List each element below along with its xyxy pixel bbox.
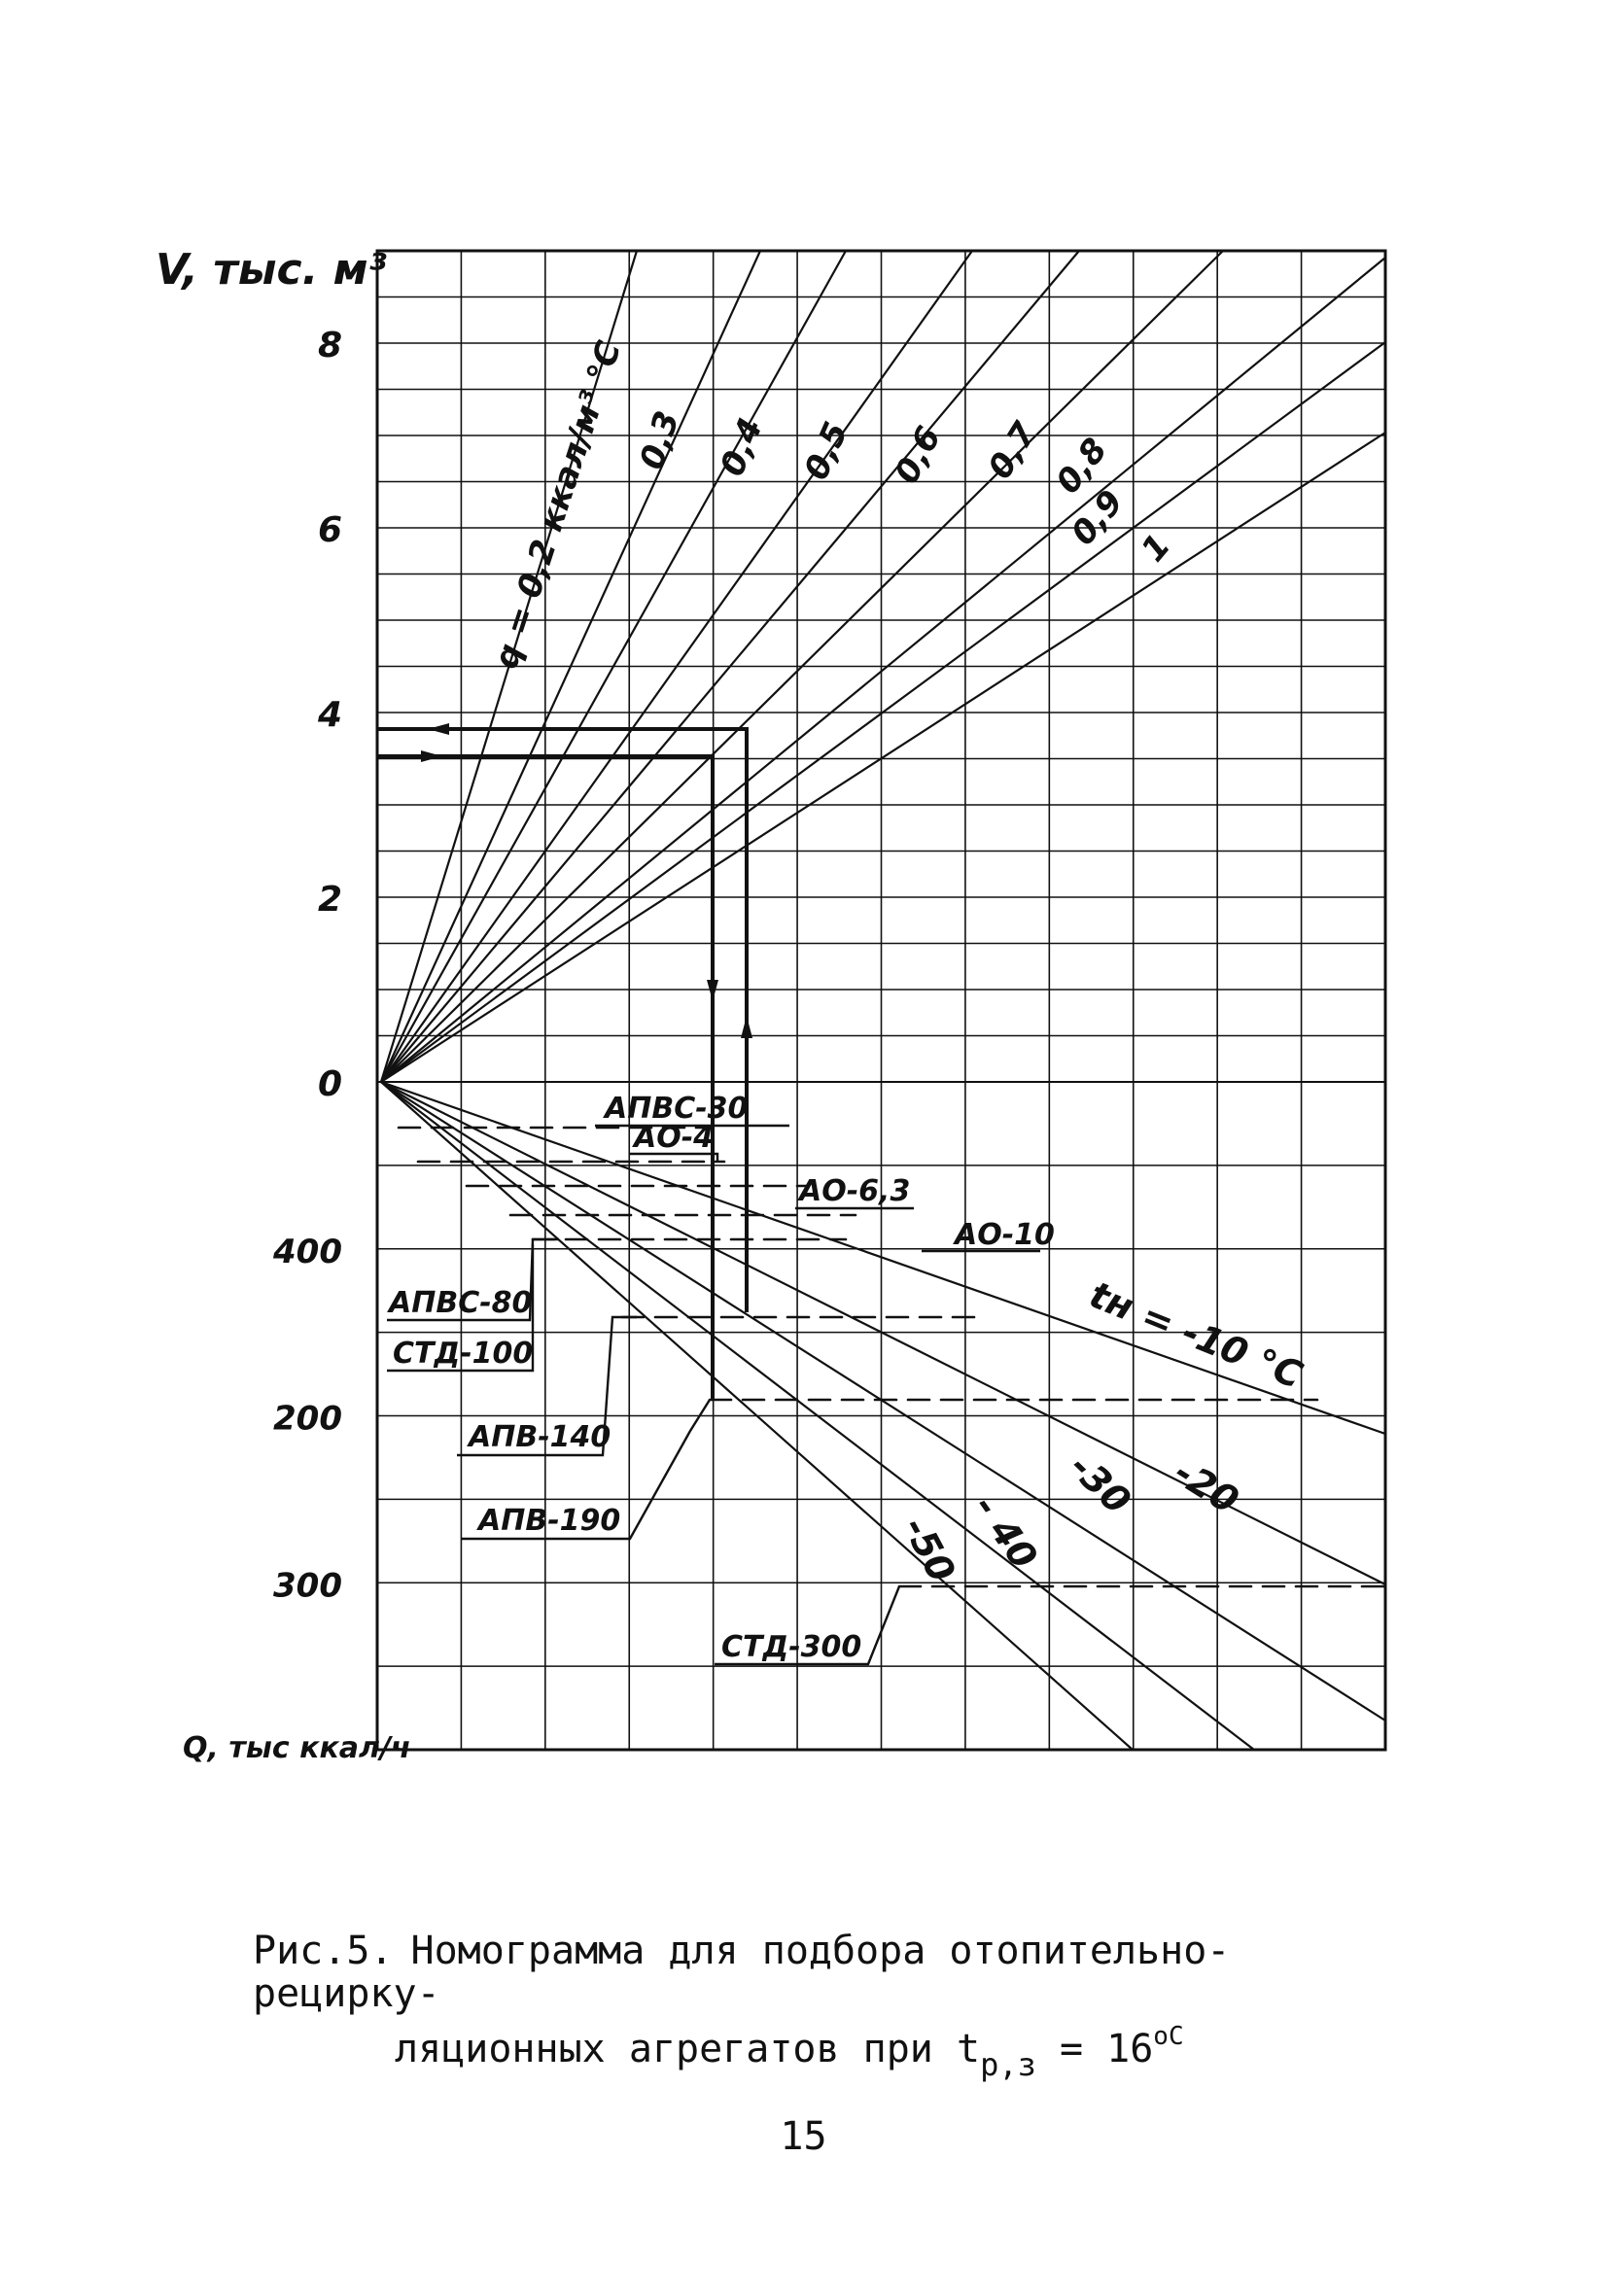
unit-label: АПВС-30 <box>605 1092 749 1126</box>
caption-line2-wrap <box>253 2015 1400 2086</box>
v-tick-label: 8 <box>317 326 342 365</box>
q-line-label: 0,3 <box>632 406 688 474</box>
v-tick-label: 6 <box>317 510 342 550</box>
temp-line-label: -50 <box>894 1510 964 1589</box>
page-number: 15 <box>780 2114 827 2159</box>
arrow-left <box>428 723 449 735</box>
unit-label: АПВ-190 <box>478 1504 621 1538</box>
v-tick-label: 2 <box>317 880 342 920</box>
q-line-0.8 <box>381 258 1385 1082</box>
q-line-label: 0,9 <box>1064 482 1132 553</box>
caption-equals: = 16 <box>1059 2027 1154 2071</box>
ylabel-top: V, тыс. м³ <box>156 245 387 295</box>
q-tick-label: 400 <box>273 1232 342 1271</box>
q-tick-label: 300 <box>273 1566 342 1606</box>
q-line-label: q = 0,2 ккал/м³ °С <box>486 336 630 674</box>
unit-label: АО-4 <box>634 1121 715 1155</box>
unit-label: АО-10 <box>955 1218 1055 1252</box>
figure-caption <box>253 1930 1400 2086</box>
caption-line1: Номограмма для подбора отопительно-рециркy- <box>253 1929 1231 2016</box>
caption-line2: ляционных агрегатов при <box>395 2027 933 2071</box>
v-tick-label: 0 <box>317 1064 342 1104</box>
arrow-down <box>707 980 718 1001</box>
q-line-label: 1 <box>1134 526 1179 570</box>
q-tick-label: 200 <box>273 1399 342 1439</box>
ylabel-bottom: Q, тыс ккал/ч <box>183 1731 411 1765</box>
temp-line-label: -20 <box>1167 1450 1246 1523</box>
temp-line-label: - 40 <box>964 1486 1046 1578</box>
unit-label: АО-6,3 <box>799 1174 911 1208</box>
caption-deg: оС <box>1153 2022 1184 2051</box>
q-line-label: 0,5 <box>796 416 856 486</box>
unit-label: АПВ-140 <box>469 1420 611 1454</box>
temp-line-label: -30 <box>1061 1444 1139 1523</box>
q-line-label: 0,4 <box>713 412 771 482</box>
caption-prefix: Рис.5. <box>253 1929 394 1973</box>
unit-label: СТД-300 <box>721 1630 862 1664</box>
q-line-label: 0,8 <box>1048 431 1116 502</box>
caption-t-sub: р,з <box>980 2046 1036 2083</box>
unit-label: СТД-100 <box>393 1337 534 1371</box>
arrow-up <box>741 1016 752 1038</box>
q-line-label: 0,6 <box>887 420 950 491</box>
v-tick-label: 4 <box>317 695 342 735</box>
temp-line-label: tн = -10 °С <box>1083 1272 1309 1398</box>
chart-labels <box>156 245 1309 1765</box>
arrow-right <box>421 750 442 762</box>
q-line-label: 0,7 <box>980 415 1045 486</box>
caption-t: t <box>956 2027 981 2071</box>
unit-label: АПВС-80 <box>389 1286 533 1320</box>
